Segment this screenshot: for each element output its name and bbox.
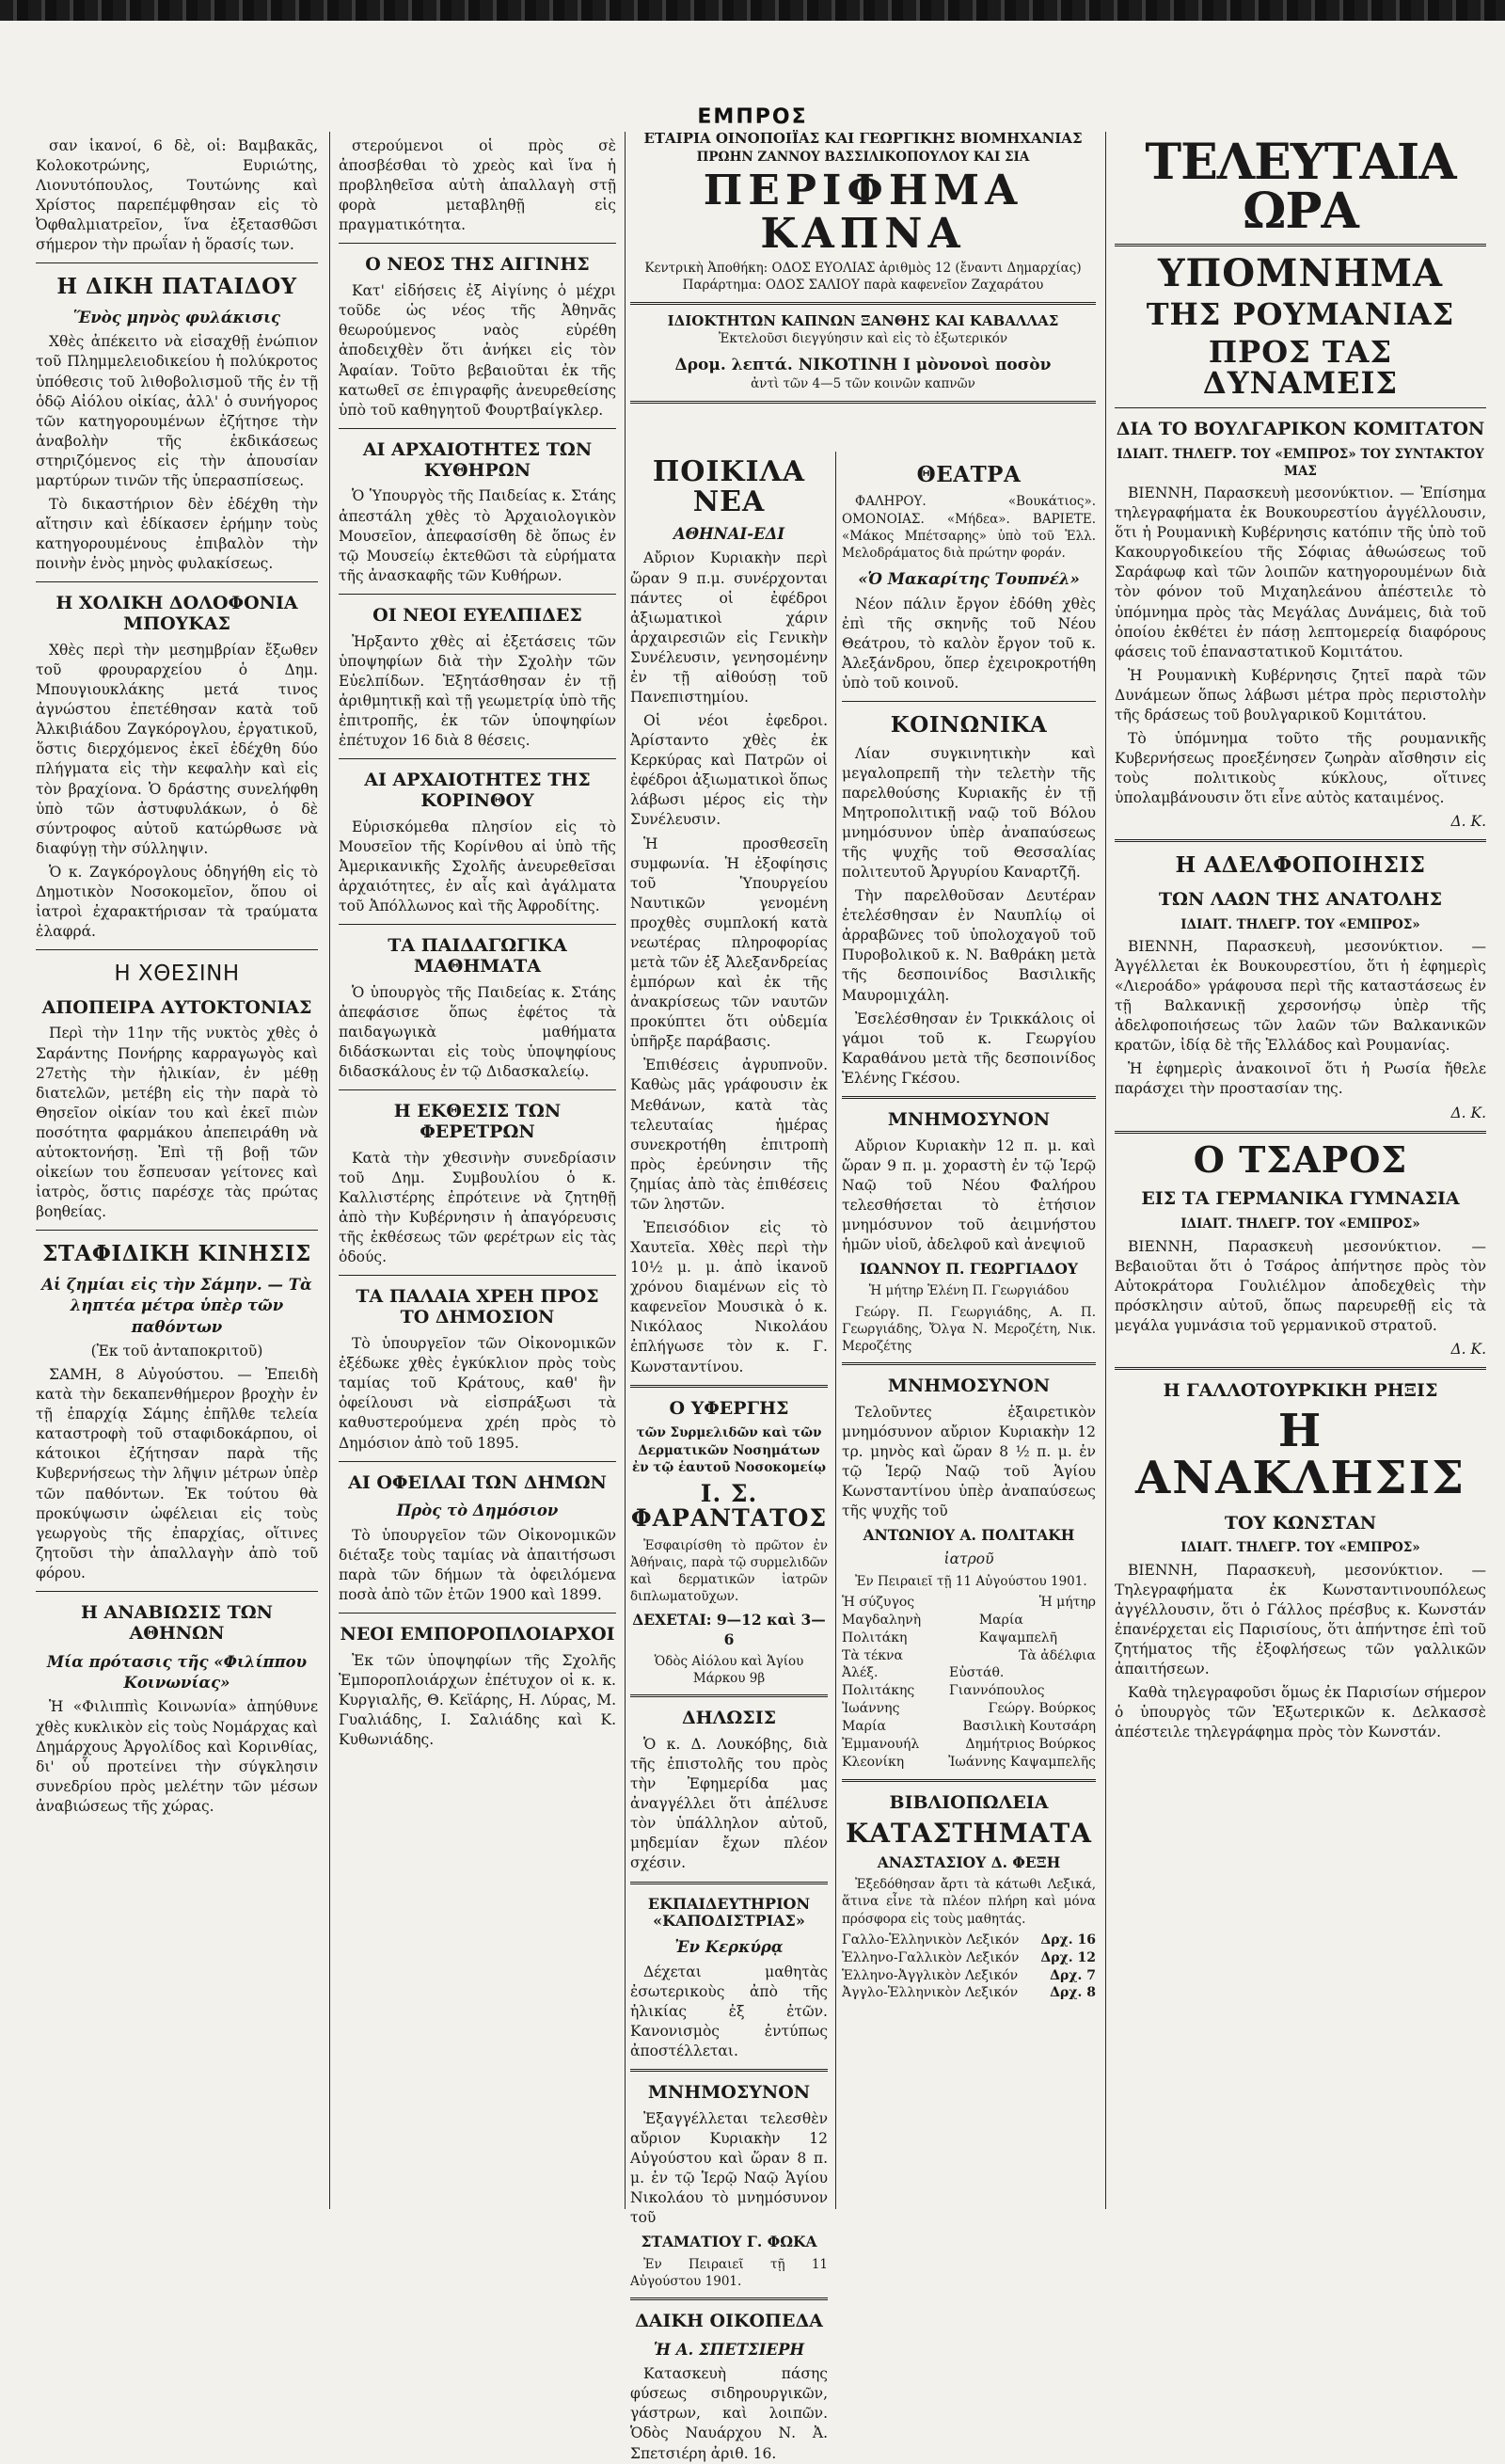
book-title: Ἑλληνο-Ἀγγλικὸν Λεξικόν bbox=[842, 1967, 1019, 1983]
article-text: Δέχεται μαθητὰς ἐσωτερικοὺς ἀπὸ τῆς ἡλικίας ἐξ ἐτῶν. Κανονισμὸς ἐντύπως ἀποστέλλεται. bbox=[630, 1963, 828, 2060]
telegram-tag: ΙΔΙΑΙΤ. ΤΗΛΕΓΡ. ΤΟΥ «ΕΜΠΡΟΣ» bbox=[1180, 1216, 1420, 1232]
article-text: Αὔριον Κυριακὴν περὶ ὥραν 9 π.μ. συνέρχονται πάντες οἱ ἐφέδροι ἀξιωματικοὶ χάριν ἀρχαιρεσιῶν εἰς Γενικὴν Συνέλευσιν, γενησομένην ἐν τῇ αἰθούσῃ τοῦ Πανεπιστημίου. bbox=[630, 549, 828, 706]
relative-right: Μαρία Καψαμπελῆ bbox=[978, 1612, 1057, 1645]
ad-title: ΠΕΡΙΦΗΜΑ ΚΑΠΝΑ bbox=[703, 166, 1023, 258]
headline: ΣΤΑΦΙΔΙΚΗ ΚΙΝΗΣΙΣ bbox=[42, 1241, 311, 1267]
shop-name: ΑΝΑΣΤΑΣΙΟΥ Δ. ΦΕΞΗ bbox=[877, 1853, 1061, 1871]
divider bbox=[36, 1230, 318, 1231]
headline: Η ΑΝΑΒΙΩΣΙΣ ΤΩΝ ΑΘΗΝΩΝ bbox=[80, 1601, 274, 1644]
subheadline: Ἕνὸς μηνὸς φυλάκισις bbox=[72, 308, 281, 326]
relative-right: Ἰωάννης Καψαμπελῆς bbox=[948, 1754, 1096, 1770]
relative-row bbox=[842, 1736, 1096, 1754]
book-price: Δρχ. 7 bbox=[1050, 1967, 1096, 1983]
column-rule bbox=[329, 132, 330, 2209]
article-text: Τὸ δικαστήριον δὲν ἐδέχθη τὴν αἴτησιν καὶ ἐδίκασεν ἐρήμην τοὺς κατηγορουμένους ἐπιβαλὸν τὴν ποινὴν ἑνὸς μηνὸς φυλακίσεως. bbox=[36, 495, 318, 573]
article-text: Τὸ ὑπόμνημα τοῦτο τῆς ρουμανικῆς Κυβερνήσεως προεξένησεν ζωηρὰν αἴσθησιν εἰς τοὺς πολιτικοὺς κύκλους, οἵτινες ὑπολαμβάνουσιν ὅτι εἶνε αὐτὸς καταιμένος. bbox=[1115, 730, 1486, 807]
divider bbox=[1115, 1367, 1486, 1370]
headline: Η ΓΑΛΛΟΤΟΥΡΚΙΚΗ ΡΗΞΙΣ bbox=[1163, 1380, 1438, 1402]
book-price: Δρχ. 16 bbox=[1040, 1931, 1096, 1947]
headline: ΤΑ ΠΑΙΔΑΓΩΓΙΚΑ ΜΑΘΗΜΑΤΑ bbox=[388, 935, 567, 978]
article-text: Ἡ ἐφημερὶς ἀνακοινοῖ ὅτι ἡ Ρωσία ἤθελε παράσχει τὴν προστασίαν της. bbox=[1115, 1060, 1486, 1098]
headline: Η ΧΟΛΙΚΗ ΔΟΛΟΦΟΝΙΑ ΜΠΟΥΚΑΣ bbox=[55, 593, 298, 635]
headline: Η ΧΘΕΣΙΝΗ bbox=[114, 962, 240, 987]
divider bbox=[36, 1591, 318, 1592]
relative-row bbox=[842, 1664, 1096, 1700]
telegram-tag: ΙΔΙΑΙΤ. ΤΗΛΕΓΡ. ΤΟΥ «ΕΜΠΡΟΣ» ΤΟΥ ΣΥΝΤΑΚΤΟΥ ΜΑΣ bbox=[1117, 446, 1484, 479]
headline: Η ΕΚΘΕΣΙΣ ΤΩΝ ΦΕΡΕΤΡΩΝ bbox=[393, 1101, 562, 1143]
article-text: Τὸ ὑπουργεῖον τῶν Οἰκονομικῶν διέταξε τοὺς ταμίας νὰ ἀπαιτήσωσι παρὰ τῶν δήμων τὰ ὀφειλόμενα ποσὰ ἀπὸ τῶν ἐτῶν 1900 καὶ 1899. bbox=[339, 1526, 616, 1604]
divider bbox=[630, 2297, 828, 2300]
divider bbox=[1115, 839, 1486, 842]
article-text: Ἐξεδόθησαν ἄρτι τὰ κάτωθι Λεξικά, ἅτινα εἶνε τὰ πλέον πλήρη καὶ μόνα πρόσφορα εἰς τοὺς μαθητάς. bbox=[842, 1877, 1096, 1927]
relative-row bbox=[842, 1594, 1096, 1612]
book-title: Ἑλληνο-Γαλλικὸν Λεξικόν bbox=[842, 1949, 1020, 1965]
divider bbox=[339, 924, 616, 925]
divider bbox=[339, 1275, 616, 1276]
book-row bbox=[842, 1984, 1096, 2002]
book-price: Δρχ. 8 bbox=[1050, 1985, 1096, 2001]
headline: ΠΡΟΣ ΤΑΣ ΔΥΝΑΜΕΙΣ bbox=[1202, 333, 1399, 402]
article-text: Κατασκευὴ πάσης φύσεως σιδηρουργικῶν, γάστρων, καὶ λοιπῶν. Ὁδὸς Ναυάρχου Ν. Ἀ. Σπετσιέρη ἀριθ. 16. bbox=[630, 2365, 828, 2462]
relative-right: Τὰ ἀδέλφια bbox=[1019, 1647, 1096, 1663]
headline: ΜΝΗΜΟΣΥΝΟΝ bbox=[647, 2082, 811, 2104]
article-text: ΒΙΕΝΝΗ, Παρασκευὴ, μεσονύκτιον. — Τηλεγραφήματα ἐκ Κωνσταντινουπόλεως ἀγγέλλουσιν, ὅτι ὁ Γάλλος πρέσβυς κ. Κωνστάν ἐπανέρχεται εἰς Παρισίους, ὅτι ἀπήντησε ἐπὶ τοῦ ζητήματος τῆς ἐξοφλήσεως τῶν γαλλικῶν ἀπαιτήσεων. bbox=[1115, 1561, 1486, 1678]
telegram-tag: ΙΔΙΑΙΤ. ΤΗΛΕΓΡ. ΤΟΥ «ΕΜΠΡΟΣ» bbox=[1180, 1540, 1420, 1556]
divider bbox=[1115, 1131, 1486, 1134]
divider bbox=[339, 1613, 616, 1614]
article-text: Τὴν παρελθοῦσαν Δευτέραν ἐτελέσθησαν ἐν Ναυπλίῳ οἱ ἀρραβῶνες τοῦ ὑπολοχαγοῦ τοῦ Πυροβολικοῦ κ. Ν. Βαθράκη μετὰ τῆς δεσποινίδος Βασιλικῆς Μαυρομιχάλη. bbox=[842, 887, 1096, 1004]
ad-text: Ἐσφαιρίσθη τὸ πρῶτον ἐν Ἀθήναις, παρὰ τῷ συρμελιδῶν καὶ δερματικῶν ἰατρῶν διπλωματοῦχων. bbox=[630, 1537, 828, 1605]
headline: ΚΟΙΝΩΝΙΚΑ bbox=[890, 712, 1048, 739]
article-text: Χθὲς ἀπέκειτο νὰ εἰσαχθῇ ἐνώπιον τοῦ Πλημμελειοδικείου ἡ πολύκροτος ὑπόθεσις τοῦ λιθοβολισμοῦ τῆς ἐν τῇ ὁδῷ Αἰόλου οἰκίας, ἀλλ' ὁ συνήγορος τῶν κατηγορουμένων ἐζήτησε τὴν ἀναβολὴν τῆς ἐκδικάσεως στηριζόμενος εἰς τὴν ἀπουσίαν μαρτύρων τινῶν τῆς ὑπερασπίσεως. bbox=[36, 333, 318, 489]
article-text: ΒΙΕΝΝΗ, Παρασκευὴ, μεσονύκτιον. — Ἀγγέλλεται ἐκ Βουκουρεστίου, ὅτι ἡ ἐφημερὶς «Λιεροάδο» γράφουσα περὶ τῆς καταστάσεως ἐν τῇ Βαλκανικῇ χερσονήσῳ ὑπὲρ τῆς ἀδελφοποιήσεως τῶν λαῶν τῶν Βαλκανικῶν κρατῶν, ἰδίᾳ δὲ τῆς Ἑλλάδος καὶ Ρουμανίας. bbox=[1115, 937, 1486, 1055]
headline: ΤΗΣ ΡΟΥΜΑΝΙΑΣ bbox=[1146, 296, 1455, 332]
relative-row bbox=[842, 1647, 1096, 1665]
ad-line: Παράρτημα: ΟΔΟΣ ΣΑΛΙΟΥ παρὰ καφενεῖον Ζαχαράτου bbox=[682, 278, 1044, 294]
relative-left: Τὰ τέκνα bbox=[842, 1647, 903, 1663]
relative-left: Ἡ σύζυγος bbox=[842, 1594, 915, 1610]
ad-line: ἀντὶ τῶν 4—5 τῶν κοινῶν καπνῶν bbox=[751, 376, 975, 392]
headline: ΒΙΒΛΙΟΠΩΛΕΙΑ bbox=[889, 1791, 1049, 1813]
relative-row bbox=[842, 1612, 1096, 1647]
headline: Ο ΝΕΟΣ ΤΗΣ ΑΙΓΙΝΗΣ bbox=[365, 254, 590, 276]
headline: ΜΝΗΜΟΣΥΝΟΝ bbox=[887, 1375, 1051, 1397]
article-text: Ὁ Ὑπουργὸς τῆς Παιδείας κ. Στάης ἀπεστάλη χθὲς τὸ Ἀρχαιολογικὸν Μουσεῖον, ἀπεφασίσθη δὲ ὅπως ἐν τῷ Μουσείῳ ἐκτεθῶσι τὰ εὑρήματα τῆς ἀνασκαφῆς τῶν Κυθήρων. bbox=[339, 487, 616, 584]
book-title: Γαλλο-Ἑλληνικὸν Λεξικόν bbox=[842, 1931, 1020, 1947]
relative-right: Ἡ μήτηρ bbox=[1038, 1594, 1096, 1610]
memorial-name: ΑΝΤΩΝΙΟΥ Α. ΠΟΛΙΤΑΚΗ bbox=[863, 1526, 1075, 1545]
article-text: Λίαν συγκινητικὴν καὶ μεγαλοπρεπῆ τὴν τελετὴν τῆς παρελθούσης Κυριακῆς ἐν τῇ Μητροπολιτικῇ ναῷ τοῦ Βόλου μνημόσυνον ὑπὲρ ἀναπαύσεως τῆς ψυχῆς τοῦ Θεσσαλίας πολιτευτοῦ Ἀργυρίου Καναρτζῆ. bbox=[842, 744, 1096, 882]
headline: ΑΙ ΟΦΕΙΛΑΙ ΤΩΝ ΔΗΜΩΝ bbox=[348, 1471, 607, 1493]
divider bbox=[36, 581, 318, 582]
ad-address: Ὁδὸς Αἰόλου καὶ Ἁγίου Μάρκου 9β bbox=[654, 1653, 804, 1686]
divider bbox=[842, 1779, 1096, 1782]
divider bbox=[842, 1096, 1096, 1099]
subheadline: Αἱ ζημίαι εἰς τὴν Σάμην. — Τὰ ληπτέα μέτρα ὑπὲρ τῶν παθόντων bbox=[41, 1275, 312, 1336]
article-text: Καθὰ τηλεγραφοῦσι ὅμως ἐκ Παρισίων σήμερον ὁ ὑπουργὸς τῶν Ἐξωτερικῶν κ. Δελκασσὲ ἀπέστειλε τηλεγράφημα πρὸς τὸν Κωνστάν. bbox=[1115, 1684, 1486, 1741]
headline: ΑΠΟΠΕΙΡΑ ΑΥΤΟΚΤΟΝΙΑΣ bbox=[41, 996, 312, 1018]
divider bbox=[630, 302, 1096, 305]
article-text: Τελοῦντες ἐξαιρετικὸν μνημόσυνον αὔριον Κυριακὴν 12 τρ. μηνὸς καὶ ὥραν 8 ½ π. μ. ἐν τῷ Ἱερῷ Ναῷ τοῦ Ἁγίου Κωνσταντίνου ὑπὲρ ἀναπαύσεως τῆς ψυχῆς τοῦ bbox=[842, 1404, 1096, 1520]
column-rule bbox=[835, 452, 836, 2209]
relative-row bbox=[842, 1718, 1096, 1736]
headline: ΥΠΟΜΝΗΜΑ bbox=[1157, 251, 1444, 295]
headline: ΔΑΙΚΗ ΟΙΚΟΠΕΔΑ bbox=[635, 2310, 823, 2331]
memorial-signature: Ἡ μήτηρ Ἑλένη Π. Γεωργιάδου bbox=[868, 1283, 1069, 1299]
telegram-tag: ΙΔΙΑΙΤ. ΤΗΛΕΓΡ. ΤΟΥ «ΕΜΠΡΟΣ» bbox=[1180, 916, 1420, 932]
memorial-name: ΙΩΑΝΝΟΥ Π. ΓΕΩΡΓΙΑΔΟΥ bbox=[860, 1260, 1078, 1279]
column-rule bbox=[625, 132, 626, 2209]
book-list bbox=[842, 1931, 1096, 2003]
memorial-role: ἰατροῦ bbox=[943, 1550, 994, 1567]
divider bbox=[630, 401, 1096, 404]
book-row bbox=[842, 1931, 1096, 1949]
book-price: Δρχ. 12 bbox=[1040, 1949, 1096, 1965]
article-text: Ἡ «Φιλιππὶς Κοινωνία» ἀπηύθυνε χθὲς κυκλικὸν εἰς τοὺς Νομάρχας καὶ Δημάρχους Ἀργολίδος καὶ Κορινθίας, δι' οὗ προτείνει τὴν σύγκλησιν συνεδρίου πρὸς μελέτην τῶν μέσων ἀναβιώσεως τῆς χώρας. bbox=[36, 1698, 318, 1815]
article-text: Νέον πάλιν ἔργον ἐδόθη χθὲς ἐπὶ τῆς σκηνῆς τοῦ Νέου Θεάτρου, τὸ καλὸν ἔργον τοῦ κ. Ἀλεξάνδρου, ὅπερ ἐχειροκροτήθη ὑπὸ τοῦ κοινοῦ. bbox=[842, 595, 1096, 692]
ad-line: Κεντρικὴ Ἀποθήκη: ΟΔΟΣ ΕΥΟΛΙΑΣ ἀριθμὸς 12 (ἔναντι Δημαρχίας) bbox=[644, 261, 1082, 277]
article-text: ΒΙΕΝΝΗ, Παρασκευὴ μεσονύκτιον. — Βεβαιοῦται ὅτι ὁ Τσάρος ἀπήντησε πρὸς τὸν Αὐτοκράτορα Γουλιέλμον ἀποδεχθεὶς τὴν πρόσκλησιν αὐτοῦ, ὅπως παρευρεθῇ εἰς τὰ μεγάλα γυμνάσια τοῦ γερμανικοῦ στρατοῦ. bbox=[1115, 1237, 1486, 1334]
newspaper-masthead: ΕΜΠΡΟΣ bbox=[697, 105, 808, 129]
relatives-list bbox=[842, 1594, 1096, 1772]
column-rule bbox=[1105, 132, 1106, 2209]
article-text: ΦΑΛΗΡΟΥ. «Βουκάτιος». ΟΜΟΝΟΙΑΣ. «Μήδεα». ΒΑΡΙΕΤΕ. «Μάκος Μπέτσαρης» ὑπὸ τοῦ Ἑλλ. Μελοδράματος διὰ πρώτην φοράν. bbox=[842, 494, 1096, 562]
divider bbox=[630, 1385, 828, 1388]
divider bbox=[339, 243, 616, 244]
article-text: στερούμενοι οἱ πρὸς σὲ ἀποσβέσθαι τὸ χρεὸς καὶ ἵνα ἡ προβληθεῖσα αὐτὴ ἀπαλλαγὴ στῇ φορὰ μεταβληθῇ εἰς πραγματικότητα. bbox=[339, 137, 616, 234]
relative-left: Κλεονίκη bbox=[842, 1754, 905, 1770]
headline: Ο ΤΣΑΡΟΣ bbox=[1193, 1137, 1408, 1181]
memorial-relatives: Γεώργ. Π. Γεωργιάδης, Α. Π. Γεωργιάδης, Ὄλγα Ν. Μεροζέτη, Νικ. Μεροζέτης bbox=[842, 1304, 1096, 1354]
divider bbox=[339, 758, 616, 759]
ad-banner: ΠΡΩΗΝ ΖΑΝΝΟΥ ΒΑΣΣΙΛΙΚΟΠΟΥΛΟΥ ΚΑΙ ΣΙΑ bbox=[696, 149, 1030, 165]
relative-left: Ἀλέξ. Πολιτάκης bbox=[842, 1665, 915, 1699]
article-text: Ἠρξαντο χθὲς αἱ ἐξετάσεις τῶν ὑποψηφίων διὰ τὴν Σχολὴν τῶν Εὐελπίδων. Ἐξητάσθησαν ἐν τῇ ἀριθμητικῇ καὶ τῇ γεωμετρίᾳ ὑπὸ τῆς ἐπιτροπῆς, ἐκ τῶν ὑποψηφίων ἐπέτυχον 16 διὰ 8 θέσεις. bbox=[339, 632, 616, 750]
top-border-band bbox=[0, 0, 1505, 21]
article-text: Εὑρισκόμεθα πλησίον εἰς τὸ Μουσεῖον τῆς Κορίνθου αἱ ὑπὸ τῆς Ἀμερικανικῆς Σχολῆς ἀνευρεθεῖσαι ἀρχαιότητες, ἐν αἷς καὶ ἀγάλματα τοῦ Ἀπόλλωνος καὶ τῆς Ἀφροδίτης. bbox=[339, 818, 616, 915]
article-text: Ἡ προσθεσεῖη συμφωνία. Ἡ ἐξοφίησις τοῦ Ὑπουργείου Ναυτικῶν γενομένη προχθὲς συμπλοκή κατὰ νεωτέρας πληροφορίας μετὰ τῶν ἐξ Ἀλεξανδρείας ἐμπόρων καὶ ἐκ τῆς ἀνακρίσεως τῶν ναυτῶν προκύπτει ὅτι οὐδεμία ὑπῆρξε παράβασις. bbox=[630, 835, 828, 1051]
relative-right: Γεώργ. Βούρκος bbox=[988, 1701, 1096, 1717]
headline: Η ΑΝΑΚΛΗΣΙΣ bbox=[1135, 1404, 1465, 1505]
headline: ΠΟΙΚΙΛΑ ΝΕΑ bbox=[652, 455, 806, 518]
article-text: Ὁ ὑπουργὸς τῆς Παιδείας κ. Στάης ἀπεφάσισε ὅπως ἐφέτος τὰ παιδαγωγικὰ μαθήματα διδάσκωνται εἰς τοὺς ὑποψηφίους διδασκάλους ἐν τῷ Διδασκαλείῳ. bbox=[339, 983, 616, 1081]
headline: Η ΑΔΕΛΦΟΠΟΙΗΣΙΣ bbox=[1175, 852, 1426, 879]
article-text: Ὁ κ. Δ. Λουκόβης, διὰ τῆς ἐπιστολῆς του πρὸς τὴν Ἐφημερίδα μας ἀναγγέλλει ὅτι ἀπέλυσε τὸν ὑπάλληλον αὐτοῦ, μηδεμίαν ἔχων πλέον σχέσιν. bbox=[630, 1735, 828, 1872]
divider bbox=[630, 1882, 828, 1884]
column-5 bbox=[1115, 136, 1486, 2209]
headline: ΟΙ ΝΕΟΙ ΕΥΕΛΠΙΔΕΣ bbox=[372, 604, 582, 626]
headline: ΔΗΛΩΣΙΣ bbox=[681, 1708, 777, 1729]
relative-row bbox=[842, 1700, 1096, 1718]
relative-left: Ἰωάννης bbox=[842, 1701, 900, 1717]
book-row bbox=[842, 1949, 1096, 1967]
article-text: Οἱ νέοι ἐφεδροι. Ἀρίσταντο χθὲς ἐκ Κερκύρας καὶ Πατρῶν οἱ ἐφέδροι ἀξιωματικοὶ ὅπως λάβωσι μέρος εἰς τὴν Συνέλευσιν. bbox=[630, 712, 828, 829]
memorial-name: ΣΤΑΜΑΤΙΟΥ Γ. ΦΩΚΑ bbox=[641, 2233, 817, 2251]
relative-left: Ἐμμανουήλ bbox=[842, 1736, 920, 1752]
headline: ΤΩΝ ΛΑΩΝ ΤΗΣ ΑΝΑΤΟΛΗΣ bbox=[1158, 888, 1443, 910]
divider bbox=[1115, 244, 1486, 246]
memorial-date: Ἐν Πειραιεῖ τῇ 11 Αὐγούστου 1901. bbox=[630, 2256, 828, 2289]
subheadline: Πρὸς τὸ Δημόσιον bbox=[396, 1502, 559, 1520]
article-text: Κατ' εἰδήσεις ἐξ Αἰγίνης ὁ μέχρι τοῦδε ὡς νέος τῆς Ἀθηνᾶς θεωρούμενος ναὸς εὑρέθη ἀποδειχθὲν ὅτι ἀνήκει εἰς τὸν Ἀφαίαν. Τοῦτο βεβαιοῦται ἐκ τῆς κατωθεῖ σε ἐπιγραφῆς ἀνευρεθείσης ὑπὸ τοῦ καθηγητοῦ Φουρτβαίγκλερ. bbox=[339, 282, 616, 419]
headline: ΑΙ ΑΡΧΑΙΟΤΗΤΕΣ ΤΩΝ ΚΥΘΗΡΩΝ bbox=[362, 438, 593, 481]
subheadline: Ἡ Α. ΣΠΕΤΣΙΕΡΗ bbox=[653, 2340, 805, 2359]
relative-right: Δημήτριος Βούρκος bbox=[965, 1736, 1096, 1752]
headline: ΜΝΗΜΟΣΥΝΟΝ bbox=[887, 1108, 1051, 1130]
article-text: Ἐξαγγέλλεται τελεσθὲν αὔριον Κυριακὴν 12 Αὐγούστου καὶ ὥραν 8 π. μ. ἐν τῷ Ἱερῷ Ναῷ Ἁγίου Νικολάου τὸ μνημόσυνον τοῦ bbox=[630, 2109, 828, 2227]
article-text: Τὸ ὑπουργεῖον τῶν Οἰκονομικῶν ἐξέδωκε χθὲς ἐγκύκλιον πρὸς τοὺς ταμίας τοῦ Κράτους, καθ' ἣν ὀφείλουσι νὰ εἰσπράξωσι τὰ καθυστερούμενα χρέη πρὸς τὸ Δημόσιον ἀπὸ τοῦ 1895. bbox=[339, 1335, 616, 1452]
headline: ΤΕΛΕΥΤΑΙΑ ΩΡΑ bbox=[1145, 134, 1456, 240]
article-text: Περὶ τὴν 11ην τῆς νυκτὸς χθὲς ὁ Σαράντης Πονήρης καρραγωγὸς καὶ 27ετὴς τὴν ἡλικίαν, ἐν μέθῃ διατελῶν, μετέβη εἰς τὴν παρὰ τὸ Θησεῖον οἰκίαν του καὶ ἐκεῖ πιὼν ποσότητα φαρμάκου ἀπεπειράθη νὰ αὐτοκτονήσῃ. Ἐπὶ τῇ βοῇ τῶν οἰκείων του ἔσπευσαν γείτονες καὶ ἰατρὸς, ὅστις παρέσχε τὰς πρώτας βοηθείας. bbox=[36, 1025, 318, 1221]
article-text: ΣΑΜΗ, 8 Αὐγούστου. — Ἐπειδὴ κατὰ τὴν δεκαπενθήμερον βροχὴν ἐν τῇ ἐπαρχίᾳ Σάμης ἐπῆλθε τελεία καταστροφὴ τοῦ σταφιδοκάρπου, οἱ κάτοικοι ἐζήτησαν παρὰ τῆς Κυβερνήσεως τὴν λῆψιν μέτρων ὑπὲρ τῶν παθόντων. Ἐκ τούτου θὰ προκύψωσιν ὠφέλειαι εἰς τοὺς γεωργοὺς τῆς ἐπαρχίας, οἵτινες ζητοῦσι τὴν ἀπαλλαγὴν ἀπὸ τοῦ φόρου. bbox=[36, 1366, 318, 1582]
article-text: Ἐκ τῶν ὑποψηφίων τῆς Σχολῆς Ἐμποροπλοιάρχων ἐπέτυχον οἱ κ. κ. Κυργιαλῆς, Θ. Κεϊάρης, Η. Λύρας, Μ. Γυαλιάδης, Ι. Σαλιάδης καὶ Κ. Κυθωνιάδης. bbox=[339, 1652, 616, 1749]
ad-line: Ἐκτελοῦσι διεγγύησιν καὶ εἰς τὸ ἐξωτερικόν bbox=[718, 331, 1008, 347]
article-text: Ὁ κ. Ζαγκόρογλους ὁδηγήθη εἰς τὸ Δημοτικὸν Νοσοκομεῖον, ὅπου οἱ ἰατροὶ ἐχαρακτήρισαν τὰ τραύματα ἐλαφρά. bbox=[36, 863, 318, 941]
subheadline: «Ὁ Μακαρίτης Τουπνέλ» bbox=[858, 570, 1080, 589]
headline: ΤΑ ΠΑΛΑΙΑ ΧΡΕΗ ΠΡΟΣ ΤΟ ΔΗΜΟΣΙΟΝ bbox=[356, 1286, 599, 1328]
book-title: Ἀγγλο-Ἑλληνικὸν Λεξικόν bbox=[842, 1985, 1019, 2001]
divider bbox=[339, 1461, 616, 1462]
column-3 bbox=[630, 452, 828, 2462]
divider bbox=[339, 428, 616, 429]
subheadline: ΔΙΑ ΤΟ ΒΟΥΛΓΑΡΙΚΟΝ ΚΟΜΙΤΑΤΟΝ bbox=[1116, 418, 1485, 439]
article-text: σαν ἱκανοί, 6 δὲ, οἱ: Βαμβακᾶς, Κολοκοτρώνης, Ευριώτης, Λιονυτόπουλος, Τουτώνης καὶ Χρίστος παρεπέμφθησαν εἰς τὸ Ὀφθαλμιατρεῖον, ἵνα ἐξετασθῶσι σήμερον τὴν πρωΐαν ἡ ὅρασίς των. bbox=[36, 137, 318, 254]
article-text: ΒΙΕΝΝΗ, Παρασκευὴ μεσονύκτιον. — Ἐπίσημα τηλεγραφήματα ἐκ Βουκουρεστίου ἀγγέλλουσιν, ὅτι ἡ Ρουμανικὴ Κυβέρνησις κατόπιν τῆς ὑπὸ τοῦ Κακουργοδικείου τῆς Σόφιας ἀθωώσεως τοῦ Σαράφωφ καὶ τῶν λοιπῶν κατηγορουμένων διὰ τὸν φόνον τοῦ Μιχαηλεάνου ἀπέστειλε τὸ ὑπόμνημα πρὸς τὰς Μεγάλας Δυνάμεις, διὰ τοῦ ὁποίου ἐκθέτει ἐν πάσῃ λεπτομερείᾳ διαφόρους φάσεις τοῦ ἐπαναστατικοῦ Κομιτάτου. bbox=[1115, 485, 1486, 660]
tobacco-advertisement bbox=[630, 130, 1096, 450]
column-1 bbox=[36, 136, 318, 2209]
article-text: Ἡ Ρουμανικὴ Κυβέρνησις ζητεῖ παρὰ τῶν Δυνάμεων ὅπως λάβωσι μέτρα πρὸς περιστολὴν τῆς δράσεως τοῦ βουλγαρικοῦ Κομιτάτου. bbox=[1115, 666, 1486, 723]
divider bbox=[842, 701, 1096, 702]
source-note: (Ἐκ τοῦ ἀνταποκριτοῦ) bbox=[90, 1342, 263, 1359]
headline: ΕΚΠΑΙΔΕΥΤΗΡΙΟΝ «ΚΑΠΟΔΙΣΤΡΙΑΣ» bbox=[647, 1894, 811, 1930]
headline: ΝΕΟΙ ΕΜΠΟΡΟΠΛΟΙΑΡΧΟΙ bbox=[340, 1624, 615, 1645]
signature: Δ. Κ. bbox=[1450, 1340, 1486, 1358]
article-text: Κατὰ τὴν χθεσινὴν συνεδρίασιν τοῦ Δημ. Συμβουλίου ὁ κ. Καλλιστέρης ἐπρότεινε νὰ ζητηθῇ ἀπὸ τὴν Κυβέρνησιν ἡ ἀπαγόρευσις τῆς ἐκθέσεως τῶν φερέτρων εἰς τὰς ὁδούς. bbox=[339, 1150, 616, 1266]
ad-hours: ΔΕΧΕΤΑΙ: 9—12 καὶ 3—6 bbox=[632, 1610, 826, 1648]
article-text: Αὔριον Κυριακὴν 12 π. μ. καὶ ὥραν 9 π. μ. χοραστὴ ἐν τῷ Ἱερῷ Ναῷ τοῦ Νέου Φαλήρου τελεσθήσεται τὸ ἐτήσιον μνημόσυνον τοῦ ἀειμνήστου ἡμῶν υἱοῦ, ἀδελφοῦ καὶ ἀνεψιοῦ bbox=[842, 1137, 1096, 1254]
divider bbox=[339, 1089, 616, 1090]
subheadline: Μία πρότασις τῆς «Φιλίππου Κοινωνίας» bbox=[46, 1652, 308, 1693]
headline: ΘΕΑΤΡΑ bbox=[916, 462, 1022, 487]
relative-left: Μαρία bbox=[842, 1719, 886, 1735]
headline: ΕΙΣ ΤΑ ΓΕΡΜΑΝΙΚΑ ΓΥΜΝΑΣΙΑ bbox=[1141, 1188, 1460, 1210]
subheadline: Ἐν Κερκύρᾳ bbox=[674, 1938, 784, 1957]
column-4 bbox=[842, 452, 1096, 2209]
relative-right: Βασιλικὴ Κουτσάρη bbox=[962, 1719, 1096, 1735]
divider bbox=[36, 949, 318, 950]
ad-subheading: τῶν Συρμελιδῶν καὶ τῶν Δερματικῶν Νοσημάτων ἐν τῷ ἑαυτοῦ Νοσοκομείῳ bbox=[632, 1425, 826, 1475]
ad-heading: Ο ΥΦΕΡΓΗΣ bbox=[669, 1397, 789, 1419]
relative-right: Εὐστάθ. Γιαννόπουλος bbox=[949, 1665, 1045, 1699]
divider bbox=[339, 594, 616, 595]
divider bbox=[1115, 407, 1486, 408]
ad-banner: ΕΤΑΙΡΙΑ ΟΙΝΟΠΟΙΪΑΣ ΚΑΙ ΓΕΩΡΓΙΚΗΣ ΒΙΟΜΗΧΑΝΙΑΣ bbox=[643, 130, 1083, 147]
ad-line: ΙΔΙΟΚΤΗΤΩΝ ΚΑΠΝΩΝ ΞΑΝΘΗΣ ΚΑΙ ΚΑΒΑΛΛΑΣ bbox=[667, 311, 1059, 329]
headline: ΚΑΤΑΣΤΗΜΑΤΑ bbox=[846, 1817, 1092, 1849]
relative-row bbox=[842, 1754, 1096, 1772]
subheadline: ΑΘΗΝΑΙ-ΕΔΙ bbox=[673, 525, 785, 543]
ad-name: Ι. Σ. ΦΑΡΑΝΤΑΤΟΣ bbox=[630, 1480, 828, 1533]
article-text: Χθὲς περὶ τὴν μεσημβρίαν ἔξωθεν τοῦ φρουραρχείου ὁ Δημ. Μπουγιουκλάκης μετά τινος ἀγνώστου ἐπετέθησαν κατὰ τοῦ Ἀλκιβιάδου Ζαγκόρογλου, ἐργατικοῦ, ὅστις διερχόμενος ἐκεῖ ἐδέχθη δύο πλήγματα εἰς τὴν κεφαλὴν καὶ εἰς τὸν βραχίονα. Ὁ δράστης συνελήφθη ὑπὸ τῶν ἀστυφυλάκων, ὁ δὲ σύντροφος αὐτοῦ κατώρθωσε νὰ διαφύγῃ τὴν σύλληψιν. bbox=[36, 641, 318, 857]
headline: Η ΔΙΚΗ ΠΑΤΑΙΔΟΥ bbox=[56, 274, 297, 300]
column-2 bbox=[339, 136, 616, 2209]
signature: Δ. Κ. bbox=[1450, 1104, 1486, 1121]
divider bbox=[36, 262, 318, 263]
relative-left: Μαγδαληνὴ Πολιτάκη bbox=[842, 1612, 922, 1645]
headline: ΑΙ ΑΡΧΑΙΟΤΗΤΕΣ ΤΗΣ ΚΟΡΙΝΘΟΥ bbox=[364, 770, 591, 812]
signature: Δ. Κ. bbox=[1450, 813, 1486, 831]
memorial-date: Ἐν Πειραιεῖ τῇ 11 Αὐγούστου 1901. bbox=[855, 1573, 1087, 1589]
headline: ΤΟΥ ΚΩΝΣΤΑΝ bbox=[1224, 1512, 1377, 1534]
book-row bbox=[842, 1967, 1096, 1985]
divider bbox=[630, 1694, 828, 1697]
article-text: Ἐσελέσθησαν ἐν Τρικκάλοις οἱ γάμοι τοῦ κ. Γεωργίου Καραθάνου μετὰ τῆς δεσποινίδος Ἑλένης Γκέσου. bbox=[842, 1009, 1096, 1087]
ad-line: Δρομ. λεπτά. ΝΙΚΟΤΙΝΗ Ι μὸνονοὶ ποσὸν bbox=[674, 356, 1052, 375]
article-text: Ἐπιθέσεις ἀγρυπνοῦν. Καθὼς μᾶς γράφουσιν ἐκ Μεθάνων, κατὰ τὰς τελευταίας ἡμέρας συνεκροτήθη ἐπιτροπὴ πρὸς ἐρεύνησιν τῆς ζημίας ἀπὸ τὰς ἐπιθέσεις τῶν ληστῶν. bbox=[630, 1057, 828, 1213]
article-text: Ἐπεισόδιον εἰς τὸ Χαυτεῖα. Χθὲς περὶ τὴν 10½ μ. μ. ἀπὸ ἱκανοῦ χρόνου διαμένων εἰς τὸ καφενεῖον Μουσικὰ ὁ κ. Νικόλαος Νικολάου ἐπλήγωσε τὸν κ. Γ. Κωνσταντίνου. bbox=[630, 1219, 828, 1375]
divider bbox=[630, 2069, 828, 2072]
divider bbox=[842, 1362, 1096, 1365]
